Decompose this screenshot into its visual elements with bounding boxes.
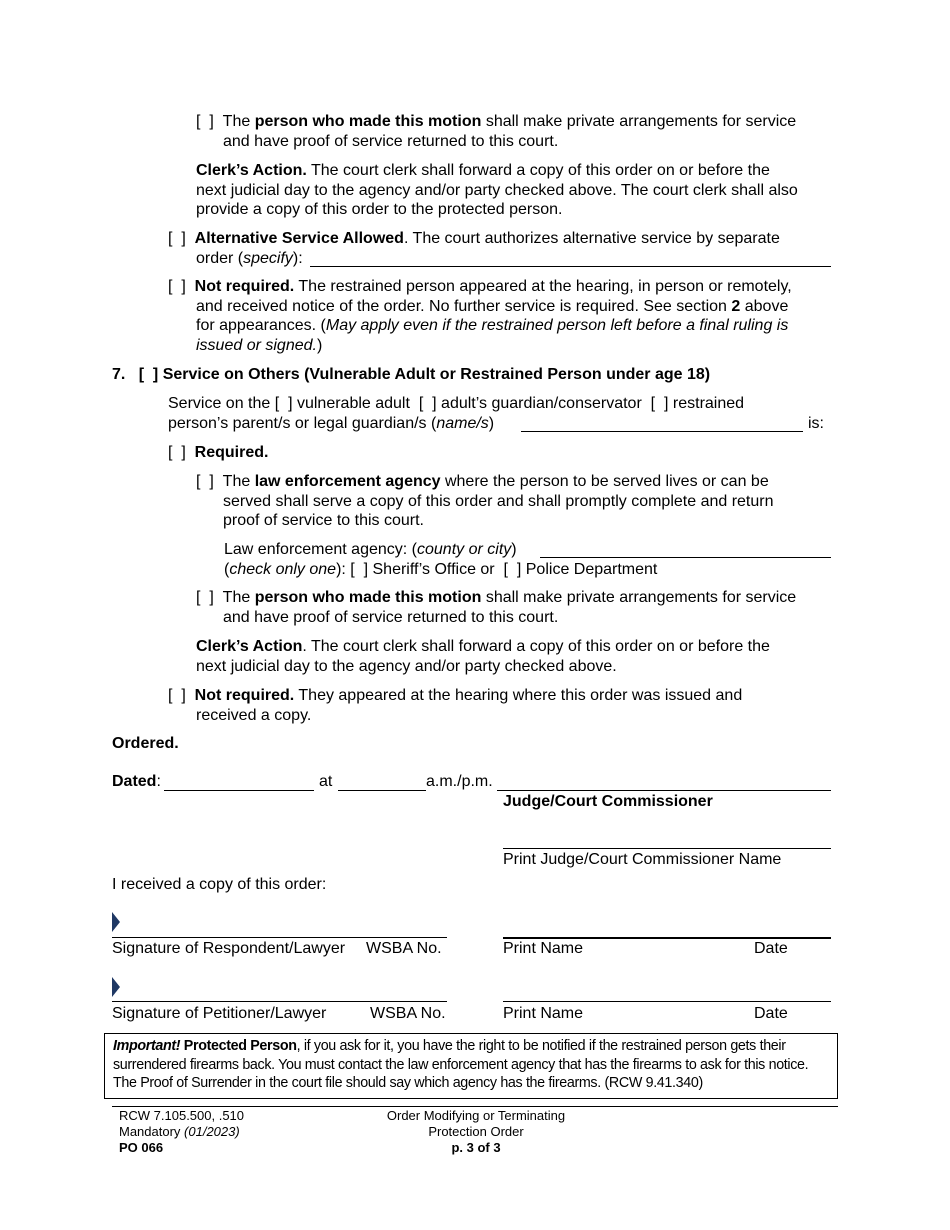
- text: ):: [336, 560, 351, 578]
- text-italic: issued or signed.: [196, 336, 317, 354]
- text: where the person to be served lives or can be: [440, 473, 769, 490]
- s7-agency: [224, 540, 844, 579]
- text: person’s parent/s or legal guardian/s (: [168, 414, 437, 432]
- checkbox[interactable]: [ ]: [168, 230, 186, 247]
- specify-blank-line[interactable]: [310, 266, 831, 267]
- text-bold: Dated: [112, 773, 157, 790]
- text-bold: Alternative Service Allowed: [194, 230, 404, 247]
- respondent-signature-label: Signature of Respondent/Lawyer: [112, 940, 346, 957]
- text: above: [740, 297, 789, 315]
- date-label: Date: [754, 940, 788, 957]
- text: ):: [292, 249, 303, 267]
- is-label: is:: [808, 415, 824, 432]
- agency-blank-line[interactable]: [540, 557, 831, 558]
- judge-label: Judge/Court Commissioner: [503, 793, 713, 810]
- text: The restrained person appeared at the hearing, in person or remotely,: [294, 278, 792, 295]
- checkbox-sheriff[interactable]: [ ]: [350, 560, 369, 578]
- sign-here-arrow-icon: [112, 977, 120, 997]
- s7-service-on: [168, 394, 848, 433]
- footer-title: Order Modifying or Terminating: [386, 1108, 566, 1123]
- time-blank-line[interactable]: [338, 790, 426, 791]
- s7-required: [168, 443, 268, 463]
- text: ): [511, 541, 517, 558]
- sign-here-arrow-icon: [112, 912, 120, 932]
- important-label: Important!: [113, 1038, 181, 1054]
- text: ): [316, 336, 323, 354]
- text: :: [156, 773, 161, 790]
- text: Law enforcement agency: (: [224, 541, 417, 558]
- text-italic: specify: [243, 249, 293, 267]
- text-bold: Clerk’s Action.: [196, 162, 307, 179]
- text-bold: person who made this motion: [254, 113, 482, 130]
- checkbox[interactable]: [ ]: [196, 473, 214, 490]
- text: and have proof of service returned to this court.: [223, 608, 559, 626]
- names-blank-line[interactable]: [521, 431, 803, 432]
- text-bold: 2: [731, 297, 741, 315]
- s7-not-required: [168, 686, 848, 725]
- text: The: [222, 589, 255, 606]
- s7-law-enforcement-item: [196, 472, 856, 531]
- ordered-label: Ordered.: [112, 735, 179, 752]
- text: (: [224, 560, 230, 578]
- wsba-label: WSBA No.: [370, 1005, 446, 1022]
- text-bold: person who made this motion: [254, 589, 482, 606]
- checkbox-vulnerable-adult[interactable]: [ ]: [274, 395, 293, 412]
- checkbox[interactable]: [ ]: [196, 589, 214, 606]
- text: . The court authorizes alternative service by separate: [403, 230, 780, 247]
- checkbox[interactable]: [ ]: [168, 278, 186, 295]
- text: . The court clerk shall forward a copy of this order on or before the: [302, 638, 770, 655]
- respondent-signature-line[interactable]: [112, 937, 447, 938]
- text: proof of service to this court.: [223, 512, 424, 529]
- text: provide a copy of this order to the protected person.: [196, 201, 563, 218]
- text-bold: Not required.: [194, 687, 295, 704]
- text: next judicial day to the agency and/or party checked above.: [196, 657, 617, 675]
- petitioner-signature-label: Signature of Petitioner/Lawyer: [112, 1005, 327, 1022]
- section-number: 7.: [112, 366, 126, 383]
- text: The: [222, 473, 255, 490]
- text: Service on the: [168, 395, 275, 412]
- s6-not-required: [168, 277, 848, 355]
- text: ): [488, 414, 495, 432]
- text-italic: May apply even if the restrained person left before a final ruling is: [325, 317, 789, 334]
- footer-rcw: RCW 7.105.500, .510: [119, 1108, 245, 1123]
- text: adult’s guardian/conservator: [436, 395, 647, 412]
- text: Mandatory: [119, 1124, 185, 1139]
- wsba-label: WSBA No.: [366, 940, 442, 957]
- checkbox[interactable]: [ ]: [138, 366, 159, 383]
- s7-motion-item: [196, 588, 856, 627]
- footer-left: [119, 1108, 244, 1156]
- print-judge-label: Print Judge/Court Commissioner Name: [503, 851, 782, 868]
- text: restrained: [668, 395, 745, 412]
- text: shall make private arrangements for service: [481, 589, 797, 606]
- print-name-label: Print Name: [503, 940, 584, 957]
- text: shall make private arrangements for service: [481, 113, 797, 130]
- protected-person-label: Protected Person: [180, 1038, 297, 1054]
- text-bold: law enforcement agency: [254, 473, 441, 490]
- checkbox[interactable]: [ ]: [168, 444, 186, 461]
- text: for appearances. (: [196, 317, 326, 334]
- text-bold: Required.: [194, 444, 269, 461]
- text-bold: Clerk’s Action: [196, 638, 303, 655]
- footer-divider: [112, 1106, 838, 1107]
- text: The: [222, 113, 255, 130]
- text: and have proof of service returned to this court.: [223, 132, 559, 150]
- notice-text: , if you ask for it, you have the right to be notified if the restrained person gets their surrendered firearms back. You must contact the law enforcement agency that has the firearms to ask for this notice. The Proof of Surrender in the court file should say which agency has the firearms. (RCW 9.41.340): [113, 1038, 809, 1091]
- received-label: I received a copy of this order:: [112, 876, 327, 893]
- checkbox-restrained[interactable]: [ ]: [650, 395, 669, 412]
- text: and received notice of the order. No further service is required. See section: [196, 297, 732, 315]
- checkbox-guardian[interactable]: [ ]: [418, 395, 437, 412]
- checkbox[interactable]: [ ]: [168, 687, 186, 704]
- section-heading: Service on Others (Vulnerable Adult or Restrained Person under age 18): [162, 366, 711, 383]
- text: The court clerk shall forward a copy of this order on or before the: [306, 162, 770, 179]
- important-notice-box: [104, 1033, 838, 1099]
- footer-form-number: PO 066: [119, 1140, 164, 1155]
- text-italic: county or city: [417, 541, 512, 558]
- footer-page-number: p. 3 of 3: [451, 1140, 501, 1155]
- text-italic: (01/2023): [184, 1124, 240, 1139]
- s6-clerk-action: [196, 161, 856, 220]
- judge-name-line[interactable]: [503, 848, 831, 849]
- s6-motion-item: [196, 112, 856, 151]
- text-bold: Not required.: [194, 278, 295, 295]
- date-blank-line[interactable]: [164, 790, 314, 791]
- text: order (: [196, 249, 244, 267]
- date-label: Date: [754, 1005, 788, 1022]
- dated-label: [112, 772, 161, 792]
- text: They appeared at the hearing where this order was issued and: [294, 687, 743, 704]
- text: served shall serve a copy of this order and shall promptly complete and return: [223, 492, 774, 510]
- text: Sheriff’s Office or: [368, 560, 500, 578]
- petitioner-signature-line[interactable]: [112, 1001, 447, 1002]
- checkbox[interactable]: [ ]: [196, 113, 214, 130]
- text-italic: name/s: [436, 414, 489, 432]
- text: received a copy.: [196, 706, 312, 724]
- judge-signature-line[interactable]: [497, 790, 831, 791]
- s7-heading: [112, 365, 812, 385]
- ampm-label: a.m./p.m.: [426, 773, 493, 790]
- at-label: at: [319, 773, 333, 790]
- text-italic: check only one: [229, 560, 337, 578]
- print-name-label: Print Name: [503, 1005, 584, 1022]
- footer-center: [326, 1108, 626, 1156]
- s6-alternative-service: [168, 229, 848, 268]
- text: Police Department: [521, 560, 658, 578]
- checkbox-police[interactable]: [ ]: [503, 560, 522, 578]
- text: next judicial day to the agency and/or party checked above. The court clerk shall also: [196, 181, 798, 199]
- text: vulnerable adult: [292, 395, 415, 412]
- s7-clerk-action: [196, 637, 856, 676]
- petitioner-print-name-line[interactable]: [503, 1001, 831, 1002]
- footer-title: Protection Order: [428, 1124, 524, 1139]
